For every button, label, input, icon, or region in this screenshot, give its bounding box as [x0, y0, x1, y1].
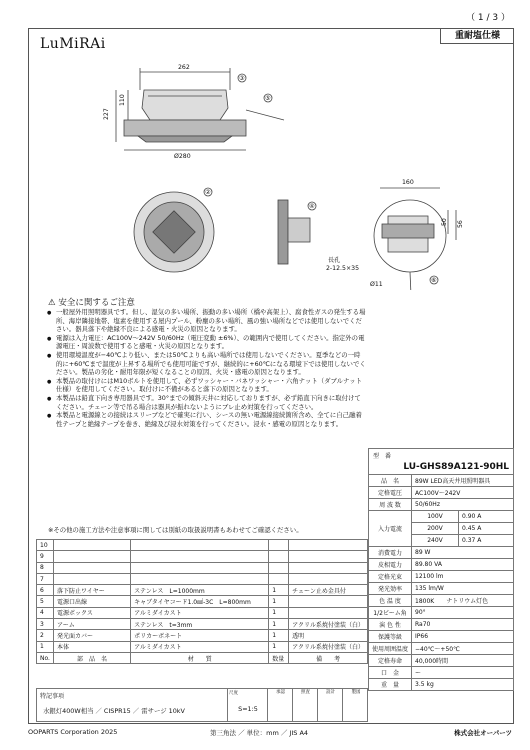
- part-material: [131, 540, 269, 551]
- part-note: チェーン止め金具付: [289, 585, 368, 596]
- callout-3: ③: [239, 75, 245, 82]
- part-qty: 1: [269, 585, 289, 596]
- spec-key: 使用周囲温度: [369, 643, 412, 655]
- current-label: 入力電流: [369, 511, 412, 547]
- spec-value: IP66: [412, 631, 514, 643]
- part-note: [289, 540, 368, 551]
- scale-cell: [227, 689, 268, 721]
- callout-2: ②: [205, 189, 211, 196]
- part-no: 9: [37, 551, 54, 562]
- part-qty: [269, 551, 289, 562]
- part-material: キャブタイヤコード1.0㎟-3C L=800mm: [131, 596, 269, 607]
- spec-value: 50/60Hz: [412, 499, 514, 511]
- part-name: [53, 562, 130, 573]
- parts-table: [36, 539, 368, 664]
- part-name: 電源口出線: [53, 596, 130, 607]
- part-name: 本体: [53, 641, 130, 652]
- part-name: [53, 540, 130, 551]
- spec-value: 89.80 VA: [412, 559, 514, 571]
- part-qty: 1: [269, 619, 289, 630]
- spec-key: 定格光束: [369, 571, 412, 583]
- spec-key: 定格寿命: [369, 655, 412, 667]
- spec-value: Ra70: [412, 619, 514, 631]
- warning-icon: ⚠: [48, 298, 56, 308]
- check-cell: 照査: [292, 689, 318, 721]
- table-row: [37, 596, 368, 607]
- footer-company: 株式会社オーパーツ: [454, 729, 512, 737]
- spec-value: 89W LED高天井用照明器具: [412, 475, 514, 487]
- spec-key: 定格電圧: [369, 487, 412, 499]
- dim-56: 56: [457, 220, 464, 228]
- part-note: 透明: [289, 630, 368, 641]
- spec-value: ー: [412, 667, 514, 679]
- notes-box: [36, 688, 368, 722]
- part-no: 1: [37, 641, 54, 652]
- table-header: [37, 652, 368, 663]
- table-row: [37, 551, 368, 562]
- table-row: [37, 641, 368, 652]
- notice-item: ● 本製品は鉛直下向き専用器具です。30°までの傾斜天井に対応しておりますが、必ず鉛直下向きに取付けてください。チェーン等で吊る場合は器具が振れないようにブレ止め対策を行ってください。: [56, 394, 366, 411]
- part-note: アクリル系焼付塗装（白）: [289, 641, 368, 652]
- callout-5: ⑤: [265, 95, 271, 102]
- drafting-cell: 製図: [342, 689, 369, 721]
- table-row: [37, 607, 368, 618]
- brand-logo: LuMiRAi: [40, 36, 106, 52]
- part-no: 4: [37, 607, 54, 618]
- notice-item: ● 一般屋外用照明器具です。但し、湿気の多い場所、振動の多い場所（橋や高架上）、腐食性ガスの発生する場所、海岸隣接地帯、塩素を使用する屋内プール、粉塵の多い場所、風の強い場所などでは使用しないでください。器具落下や絶縁不良による感電・火災の原因となります。: [56, 308, 366, 334]
- spec-value: 90°: [412, 607, 514, 619]
- current-volt: 200V: [412, 523, 459, 535]
- header-name: 部 品 名: [53, 652, 130, 663]
- part-qty: 1: [269, 630, 289, 641]
- model-label: 型 番: [373, 453, 392, 460]
- notice-title: ⚠ 安全に関するご注意: [48, 298, 135, 308]
- part-qty: [269, 562, 289, 573]
- notice-item: ● 電源は入力電圧：AC100V〜242V 50/60Hz（電圧変動 ±6%）、の範囲内で使用してください。指定外の電源電圧・周波数で使用すると感電・火災の原因となります。: [56, 334, 366, 351]
- dim-262: 262: [178, 64, 190, 71]
- header-note: 備 考: [289, 652, 368, 663]
- notice-item: ● 本製品の取付けにはM10ボルトを使用して、必ずワッシャー・バネワッシャー・六角ナット（ダブルナット仕様）を使用してください。取付けに不備があると落下の原因となります。: [56, 377, 366, 394]
- notice-footnote: ※その他の施工方法や注意事項に関しては別紙の取扱説明書もあわせてご確認ください。: [48, 526, 303, 534]
- spec-key: 周 波 数: [369, 499, 412, 511]
- spec-key: 皮相電力: [369, 559, 412, 571]
- current-volt: 100V: [412, 511, 459, 523]
- part-note: [289, 607, 368, 618]
- approval-cell: 承認: [267, 689, 293, 721]
- spec-key: 1/2ビーム角: [369, 607, 412, 619]
- part-note: [289, 573, 368, 584]
- footer-copyright: OOPARTS Corporation 2025: [28, 728, 118, 736]
- model-number: LU-GHS89A121-90HL: [403, 462, 509, 472]
- part-name: 電源ボックス: [53, 607, 130, 618]
- table-row: [37, 585, 368, 596]
- technical-drawing: [28, 50, 514, 290]
- spec-key: 重 量: [369, 679, 412, 691]
- spec-value: 40,000時間: [412, 655, 514, 667]
- current-volt: 240V: [412, 535, 459, 547]
- page-number: （ 1 / 3 ）: [466, 13, 510, 23]
- spec-key: 品 名: [369, 475, 412, 487]
- part-no: 10: [37, 540, 54, 551]
- part-material: [131, 573, 269, 584]
- part-qty: [269, 540, 289, 551]
- part-note: [289, 596, 368, 607]
- footer-center: 第三角法 ／ 単位：mm ／ JIS A4: [210, 729, 309, 737]
- spec-key: 演 色 性: [369, 619, 412, 631]
- part-name: 発光面カバー: [53, 630, 130, 641]
- part-qty: 1: [269, 607, 289, 618]
- spec-key: 発光効率: [369, 583, 412, 595]
- scale-label: 尺度: [229, 691, 238, 696]
- part-qty: 1: [269, 596, 289, 607]
- notice-list: [46, 308, 366, 428]
- part-name: [53, 573, 130, 584]
- table-row: [37, 540, 368, 551]
- notice-item: ● 使用環境温度が−40℃より低い、または50℃よりも高い場所では使用しないでください。夏季などの一時的に+60℃まで温度が上昇する場所でも使用可能ですが、継続的に+60℃になる環境下では使用しないでください。製品の劣化・耐用年限が短くなることの原因、火災・感電の原因となります。: [56, 351, 366, 377]
- dim-50: 50: [441, 218, 448, 226]
- table-row: [37, 630, 368, 641]
- part-no: 7: [37, 573, 54, 584]
- design-cell: 設計: [317, 689, 343, 721]
- spec-value: AC100V〜242V: [412, 487, 514, 499]
- dim-160: 160: [402, 179, 414, 186]
- long-hole-size: 2-12.5×35: [326, 265, 360, 272]
- part-qty: 1: [269, 641, 289, 652]
- dim-227: 227: [103, 108, 110, 120]
- part-no: 5: [37, 596, 54, 607]
- notice-item: ● 本製品と電源線との接続はスリーブなどで確実に行い、シースの無い電源線接続箇所含め、全てに自己融着性テープと絶縁テープを巻き、絶縁及び浸水対策を行ってください。浸水・感電の原因となります。: [56, 411, 366, 428]
- scale-value: S=1:5: [238, 705, 258, 713]
- part-qty: [269, 573, 289, 584]
- spec-value: 89 W: [412, 547, 514, 559]
- model-header: [368, 448, 514, 474]
- part-material: [131, 551, 269, 562]
- part-note: [289, 562, 368, 573]
- header-material: 材 質: [131, 652, 269, 663]
- spec-table: [368, 474, 514, 691]
- current-amp: 0.37 A: [459, 535, 514, 547]
- spec-value: −40℃〜+50℃: [412, 643, 514, 655]
- spec-value: 135 lm/W: [412, 583, 514, 595]
- spec-value: 3.5 kg: [412, 679, 514, 691]
- long-hole-label: 長孔: [328, 257, 341, 264]
- spec-key: 口 金: [369, 667, 412, 679]
- part-material: [131, 562, 269, 573]
- part-material: アルミダイカスト: [131, 607, 269, 618]
- spec-key: 消費電力: [369, 547, 412, 559]
- notes-text: 水銀灯400W相当 ／ CISPR15 ／ 雷サージ 10kV: [43, 707, 185, 715]
- table-row: [37, 573, 368, 584]
- spec-key: 色 温 度: [369, 595, 412, 607]
- dim-280: Ø280: [174, 153, 191, 160]
- part-material: ステンレス t=3mm: [131, 619, 269, 630]
- part-name: [53, 551, 130, 562]
- spec-key: 保護等級: [369, 631, 412, 643]
- part-material: ポリカーボネート: [131, 630, 269, 641]
- table-row: [37, 562, 368, 573]
- table-row: [37, 619, 368, 630]
- dim-110: 110: [119, 94, 126, 106]
- current-amp: 0.45 A: [459, 523, 514, 535]
- part-name: 落下防止ワイヤー: [53, 585, 130, 596]
- part-no: 2: [37, 630, 54, 641]
- header-qty: 数量: [269, 652, 289, 663]
- spec-value: 1800K ナトリウム灯色: [412, 595, 514, 607]
- notes-label: 特記事項: [40, 693, 65, 700]
- callout-6: ⑥: [431, 277, 437, 284]
- spec-badge: 重耐塩仕様: [440, 28, 514, 44]
- header-no: No.: [37, 652, 54, 663]
- callout-4: ④: [309, 203, 315, 210]
- part-material: ステンレス L=1000mm: [131, 585, 269, 596]
- part-name: アーム: [53, 619, 130, 630]
- part-material: アルミダイカスト: [131, 641, 269, 652]
- current-amp: 0.90 A: [459, 511, 514, 523]
- dim-phi11: Ø11: [370, 281, 383, 288]
- part-no: 6: [37, 585, 54, 596]
- part-note: アクリル系焼付塗装（白）: [289, 619, 368, 630]
- part-no: 3: [37, 619, 54, 630]
- part-no: 8: [37, 562, 54, 573]
- part-note: [289, 551, 368, 562]
- spec-value: 12100 lm: [412, 571, 514, 583]
